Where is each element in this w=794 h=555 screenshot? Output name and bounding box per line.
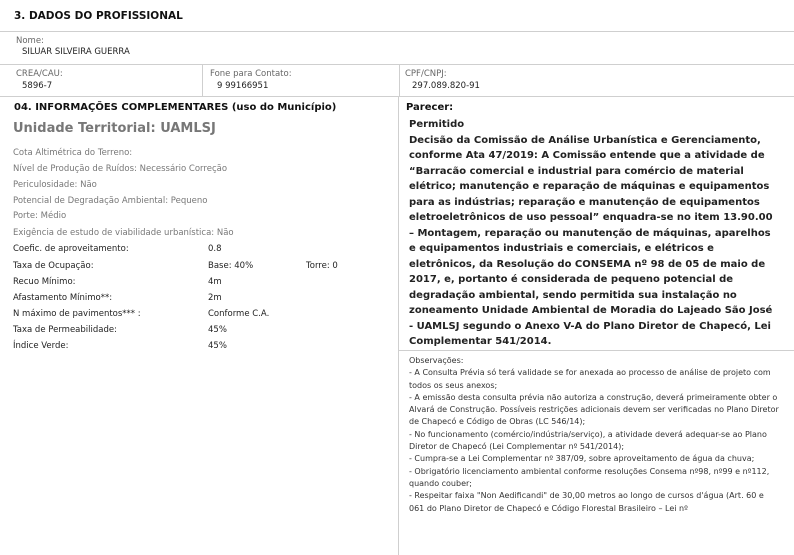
parecer-panel: [399, 97, 794, 555]
param-label: Recuo Mínimo:: [13, 277, 76, 287]
name-value: SILUAR SILVEIRA GUERRA: [22, 47, 130, 57]
professional-ids-row: [0, 65, 794, 97]
param-label: Coefic. de aproveitamento:: [13, 244, 129, 254]
observation-item: - Respeitar faixa "Non Aedificandi" de 30,00 metros ao longo de cursos d'água (Art. 60 e 061 do Plano Diretor de Chapecó e Código Florestal Brasileiro – Lei nº: [409, 491, 764, 513]
observation-item: - Cumpra-se a Lei Complementar nº 387/09, sobre aproveitamento de água da chuva;: [409, 454, 755, 464]
param-value: 0.8: [208, 244, 222, 254]
noise-line: Nível de Produção de Ruídos: Necessário Correção: [13, 164, 228, 174]
param-label: Taxa de Permeabilidade:: [13, 325, 117, 335]
size-line: Porte: Médio: [13, 211, 67, 221]
column-divider: [202, 65, 203, 97]
param-label: Taxa de Ocupação:: [13, 261, 94, 271]
observation-item: - No funcionamento (comércio/indústria/serviço), a atividade deverá adequar-se ao Plano Diretor de Chapecó (Lei Complementar nº 541/2014);: [409, 429, 767, 452]
column-divider: [399, 65, 400, 97]
complementary-info-panel: [0, 97, 399, 555]
professional-name-row: [0, 32, 794, 65]
param-value: 4m: [208, 277, 222, 287]
param-label: Índice Verde:: [13, 341, 69, 351]
observation-item: - A Consulta Prévia só terá validade se for anexada ao processo de análise de projeto com todos os seus anexos;: [409, 368, 771, 390]
cpf-label: CPF/CNPJ:: [405, 69, 447, 79]
parecer-decision: Decisão da Comissão de Análise Urbanística e Gerenciamento, conforme Ata 47/2019: A Comissão entende que a atividade de “Barracão comercial e industrial para comércio de material elétrico; manutenção e reparação de máquinas e equipamentos para as indústrias; reparação e manutenção de equipamentos eletroeletrônicos de uso pessoal” enquadra-se no item 13.90.00 – Montagem, reparação ou manutenção de máquinas, aparelhos e equipamentos industriais e comerciais, e elétricos e eletrônicos, da Resolução do CONSEMA nº 98 de 05 de maio de 2017, e, portanto é considerada de pequeno potencial de degradação ambiental, sendo permitida sua instalação no zoneamento Unidade Ambiental de Moradia do Lajeado São José - UAMLSJ segundo o Anexo V-A do Plano Diretor de Chapecó, Lei Complementar 541/2014.: [409, 134, 773, 347]
section-header: [0, 0, 794, 32]
param-value: Base: 40%: [208, 261, 254, 271]
altimetric-line: Cota Altimétrica do Terreno:: [13, 148, 133, 158]
param-value: Conforme C.A.: [208, 309, 270, 319]
parecer-status: Permitido: [409, 119, 465, 130]
info-title: 04. INFORMAÇÕES COMPLEMENTARES (uso do Município): [14, 102, 337, 113]
observation-item: - A emissão desta consulta prévia não autoriza a construção, deverá primeiramente obter o Alvará de Construção. Possíveis restrições adicionais devem ser verificadas no Plano Diretor de Chapecó e Código de Obras (LC 546/14);: [409, 392, 779, 427]
name-label: Nome:: [16, 36, 44, 46]
param-value: 45%: [208, 325, 227, 335]
observations-box: [399, 350, 794, 555]
observation-item: - Obrigatório licenciamento ambiental conforme resoluções Consema nº98, nº99 e nº112, quando couber;: [409, 466, 770, 488]
territorial-unit-title: Unidade Territorial: UAMLSJ: [13, 121, 216, 136]
param-value: 2m: [208, 293, 222, 303]
parecer-text-block: [409, 117, 777, 350]
danger-line: Periculosidade: Não: [13, 180, 97, 190]
phone-value: 9 99166951: [217, 81, 269, 91]
observations-title: Observações:: [409, 356, 464, 365]
crea-value: 5896-7: [22, 81, 53, 91]
cpf-value: 297.089.820-91: [412, 81, 480, 91]
observations-text: [409, 355, 781, 515]
param-label: N máximo de pavimentos*** :: [13, 309, 141, 319]
param-extra: Torre: 0: [306, 261, 338, 271]
crea-label: CREA/CAU:: [16, 69, 63, 79]
degradation-line: Potencial de Degradação Ambiental: Pequeno: [13, 196, 208, 206]
viability-line: Exigência de estudo de viabilidade urbanística: Não: [13, 228, 234, 238]
section-title: 3. DADOS DO PROFISSIONAL: [14, 10, 183, 22]
param-value: 45%: [208, 341, 227, 351]
param-label: Afastamento Mínimo**:: [13, 293, 113, 303]
parecer-label: Parecer:: [406, 102, 454, 113]
phone-label: Fone para Contato:: [210, 69, 292, 79]
